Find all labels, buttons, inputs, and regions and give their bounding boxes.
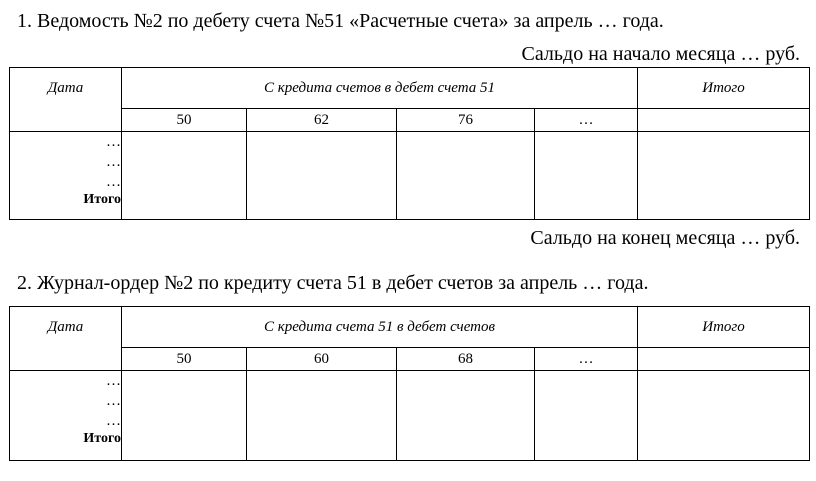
opening-balance: Сальдо на начало месяца … руб. [521,43,800,65]
header-date: Дата [10,68,122,132]
subheader-account: 68 [397,348,535,371]
subheader-account: 76 [397,109,535,132]
empty-cell [397,371,535,461]
subheader-account: 50 [122,348,247,371]
total-row-label: Итого [83,431,121,446]
empty-cell [638,132,810,220]
subheader-total-empty [638,109,810,132]
empty-cell [535,371,638,461]
empty-cell [122,132,247,220]
ledger-table-2 [9,306,810,461]
subheader-account: 50 [122,109,247,132]
empty-cell [535,132,638,220]
ledger-table-1 [9,67,810,220]
section1-title: 1. Ведомость №2 по дебету счета №51 «Расчетные счета» за апрель … года. [17,10,664,32]
row-placeholder: … [106,413,121,429]
subheader-account: 60 [247,348,397,371]
header-date: Дата [10,307,122,371]
subheader-account: … [535,348,638,371]
empty-cell [638,371,810,461]
subheader-total-empty [638,348,810,371]
header-debit-accounts: С кредита счета 51 в дебет счетов [122,307,638,348]
subheader-account: 62 [247,109,397,132]
header-total: Итого [638,68,810,109]
closing-balance: Сальдо на конец месяца … руб. [530,227,800,249]
subheader-account: … [535,109,638,132]
row-placeholder: … [106,393,121,409]
date-cell [10,371,122,461]
total-row-label: Итого [83,192,121,207]
empty-cell [397,132,535,220]
empty-cell [122,371,247,461]
date-cell [10,132,122,220]
row-placeholder: … [106,134,121,150]
empty-cell [247,371,397,461]
row-placeholder: … [106,373,121,389]
section2-title: 2. Журнал-ордер №2 по кредиту счета 51 в дебет счетов за апрель … года. [17,272,649,294]
header-credit-accounts: С кредита счетов в дебет счета 51 [122,68,638,109]
row-placeholder: … [106,174,121,190]
row-placeholder: … [106,154,121,170]
empty-cell [247,132,397,220]
header-total: Итого [638,307,810,348]
